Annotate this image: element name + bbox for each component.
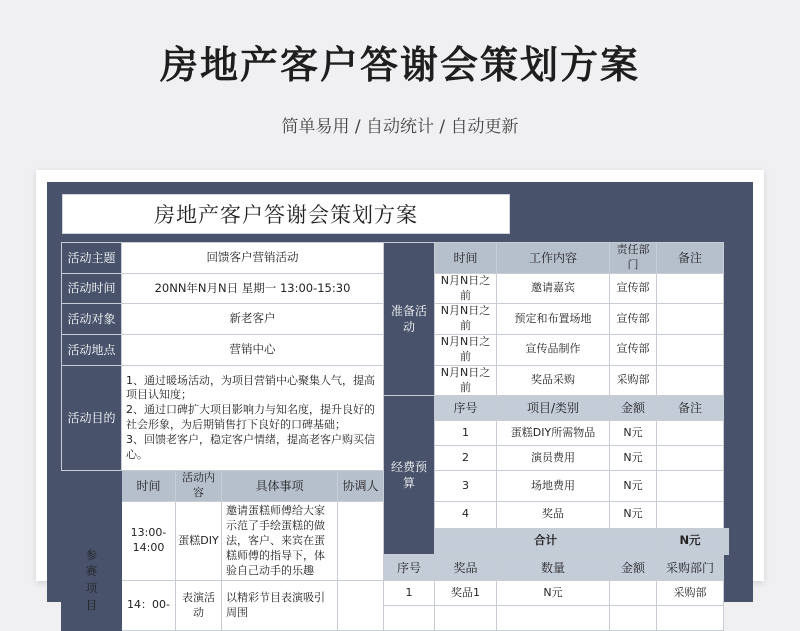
plan-table — [61, 242, 729, 631]
budget-cell[interactable]: N元 — [610, 421, 657, 446]
prep-cell[interactable]: 预定和布置场地 — [497, 304, 610, 335]
prize-header-qty: 数量 — [497, 554, 610, 580]
budget-cell[interactable] — [657, 421, 724, 446]
prep-cell[interactable]: N月N日之前 — [435, 365, 497, 396]
theme-value[interactable]: 回馈客户营销活动 — [122, 243, 384, 274]
place-label: 活动地点 — [62, 335, 122, 366]
budget-cell[interactable]: 4 — [435, 502, 497, 528]
program-cell[interactable]: 邀请蛋糕师傅给大家示范了手绘蛋糕的做法，客户、来宾在蛋糕师傅的指导下，体验自己动手的乐趣 — [222, 502, 338, 581]
time-label: 活动时间 — [62, 273, 122, 304]
table-row — [62, 243, 729, 274]
budget-cell[interactable]: 场地费用 — [497, 471, 610, 502]
prep-cell[interactable]: 宣传部 — [610, 273, 657, 304]
program-cell[interactable]: 以精彩节目表演吸引周围 — [222, 581, 338, 631]
program-section — [62, 471, 122, 631]
prep-cell[interactable]: N月N日之前 — [435, 304, 497, 335]
budget-header-note: 备注 — [657, 396, 724, 421]
budget-cell[interactable]: 1 — [435, 421, 497, 446]
program-cell[interactable]: 蛋糕DIY — [176, 502, 222, 581]
budget-cell[interactable] — [657, 502, 724, 528]
table-row — [62, 581, 729, 606]
prep-header-dept: 责任部门 — [610, 243, 657, 274]
prize-cell[interactable]: 1 — [384, 581, 435, 606]
prep-cell[interactable] — [657, 273, 724, 304]
budget-cell[interactable] — [657, 446, 724, 471]
place-value[interactable]: 营销中心 — [122, 335, 384, 366]
prep-cell[interactable]: 宣传品制作 — [497, 335, 610, 366]
program-cell[interactable] — [338, 502, 384, 581]
prize-header-dept: 采购部门 — [657, 554, 724, 580]
budget-cell[interactable]: N元 — [610, 446, 657, 471]
program-header-content: 活动内容 — [176, 471, 222, 502]
prep-cell[interactable] — [657, 365, 724, 396]
prep-header-note: 备注 — [657, 243, 724, 274]
program-section-label: 参赛项目 — [85, 547, 98, 612]
prep-header-time: 时间 — [435, 243, 497, 274]
purpose-line: 3、回馈老客户，稳定客户情绪，提高老客户购买信心。 — [126, 432, 375, 461]
program-cell[interactable]: 表演活动 — [176, 581, 222, 631]
program-header-helper: 协调人 — [338, 471, 384, 502]
prize-cell[interactable]: 奖品1 — [435, 581, 497, 606]
budget-header-amount: 金额 — [610, 396, 657, 421]
prize-cell[interactable] — [657, 606, 724, 631]
budget-cell[interactable]: 演员费用 — [497, 446, 610, 471]
budget-total-value[interactable]: N元 — [657, 528, 724, 554]
budget-header-item: 项目/类别 — [497, 396, 610, 421]
sheet-frame — [47, 182, 753, 619]
budget-cell[interactable]: 蛋糕DIY所需物品 — [497, 421, 610, 446]
prize-cell[interactable] — [384, 606, 435, 631]
spreadsheet-preview — [36, 170, 764, 619]
budget-cell[interactable]: 2 — [435, 446, 497, 471]
budget-cell[interactable]: N元 — [610, 502, 657, 528]
prep-cell[interactable]: 奖品采购 — [497, 365, 610, 396]
purpose-line: 2、通过口碑扩大项目影响力与知名度，提升良好的社会形象，为后期销售打下良好的口碑基础； — [126, 403, 375, 432]
budget-cell[interactable]: N元 — [610, 471, 657, 502]
prep-cell[interactable]: 采购部 — [610, 365, 657, 396]
program-cell[interactable] — [338, 581, 384, 631]
program-cell[interactable]: 13:00-14:00 — [122, 502, 176, 581]
purpose-value[interactable] — [122, 365, 384, 471]
prize-cell[interactable] — [610, 606, 657, 631]
purpose-label: 活动目的 — [62, 365, 122, 471]
prep-cell[interactable]: N月N日之前 — [435, 335, 497, 366]
prize-cell[interactable] — [435, 606, 497, 631]
prep-cell[interactable]: 邀请嘉宾 — [497, 273, 610, 304]
budget-header-no: 序号 — [435, 396, 497, 421]
program-header-detail: 具体事项 — [222, 471, 338, 502]
target-label: 活动对象 — [62, 304, 122, 335]
prize-cell[interactable] — [610, 581, 657, 606]
prep-cell[interactable] — [657, 304, 724, 335]
budget-total-label: 合计 — [435, 528, 657, 554]
prep-section-label: 准备活动 — [384, 243, 435, 396]
prep-header-work: 工作内容 — [497, 243, 610, 274]
program-header-time: 时间 — [122, 471, 176, 502]
prize-header-amount: 金额 — [610, 554, 657, 580]
prize-header-no: 序号 — [384, 554, 435, 580]
target-value[interactable]: 新老客户 — [122, 304, 384, 335]
theme-label: 活动主题 — [62, 243, 122, 274]
page-title: 房地产客户答谢会策划方案 — [159, 43, 640, 87]
prep-cell[interactable]: 宣传部 — [610, 304, 657, 335]
prep-cell[interactable] — [657, 335, 724, 366]
sheet-title: 房地产客户答谢会策划方案 — [62, 194, 510, 234]
prize-header-prize: 奖品 — [435, 554, 497, 580]
prep-cell[interactable]: 宣传部 — [610, 335, 657, 366]
program-cell[interactable]: 14：00- — [122, 581, 176, 631]
budget-cell[interactable]: 3 — [435, 471, 497, 502]
prize-cell[interactable] — [497, 606, 610, 631]
time-value[interactable]: 20NN年N月N日 星期一 13:00-15:30 — [122, 273, 384, 304]
budget-section-label: 经费预算 — [384, 396, 435, 555]
budget-total-note[interactable] — [724, 528, 729, 554]
page-subtitle: 简单易用 / 自动统计 / 自动更新 — [281, 117, 519, 137]
prep-cell[interactable]: N月N日之前 — [435, 273, 497, 304]
budget-cell[interactable] — [657, 471, 724, 502]
prize-cell[interactable]: N元 — [497, 581, 610, 606]
budget-cell[interactable]: 奖品 — [497, 502, 610, 528]
purpose-line: 1、通过暖场活动，为项目营销中心聚集人气，提高项目认知度； — [126, 373, 375, 402]
prize-cell[interactable]: 采购部 — [657, 581, 724, 606]
